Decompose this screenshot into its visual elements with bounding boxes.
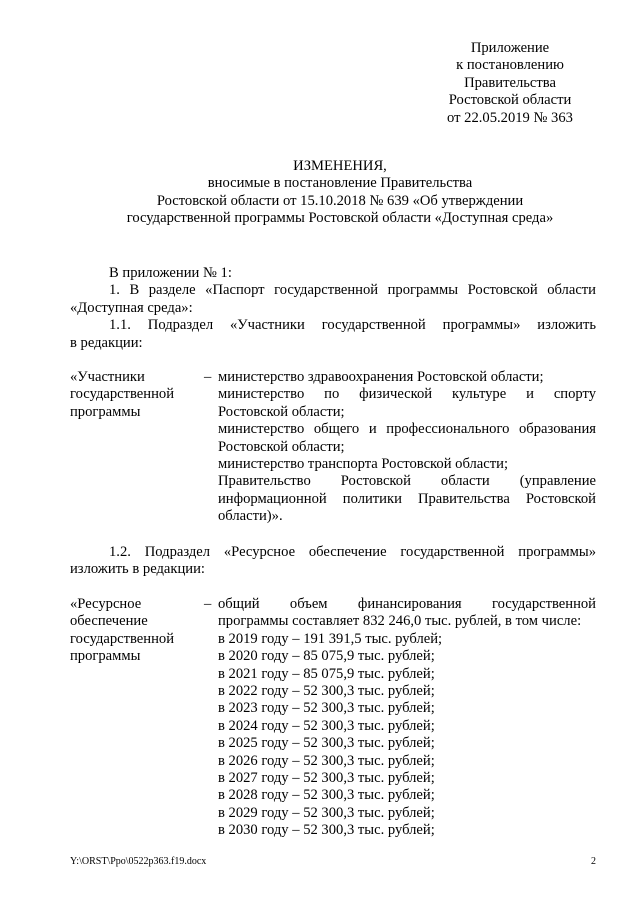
participant-line: Ростовской области; [218, 438, 345, 455]
participants-label [70, 369, 210, 421]
resource-line: в 2028 году – 52 300,3 тыс. рублей; [218, 787, 435, 804]
label-line: государственной [70, 386, 175, 403]
item1-line2: «Доступная среда»: [70, 299, 193, 316]
appendix-line: Ростовской области [448, 92, 572, 109]
resource-line: общий объем финансирования государственной [218, 596, 596, 612]
resource-line: в 2029 году – 52 300,3 тыс. рублей; [218, 804, 435, 821]
resource-line: в 2025 году – 52 300,3 тыс. рублей; [218, 735, 435, 752]
participant-line: информационной политики Правительства Ростовской [218, 490, 596, 507]
file-path: Y:\ORST\Ppo\0522p363.f19.docx [70, 856, 207, 867]
participant-line: Правительство Ростовской области (управление [218, 473, 596, 490]
appendix-line: Приложение [470, 40, 550, 56]
appendix-reference: В приложении № 1: [109, 265, 232, 281]
intro-section [70, 265, 596, 352]
participants-content [218, 369, 596, 526]
document-title [40, 158, 640, 228]
appendix-line: к постановлению [456, 57, 564, 74]
label-line: государственной [70, 630, 175, 647]
item12-line2: изложить в редакции: [70, 561, 205, 578]
resource-line: программы составляет 832 246,0 тыс. рублей, в том числе: [218, 613, 582, 630]
item12-section [70, 544, 596, 579]
appendix-line: от 22.05.2019 № 363 [447, 109, 573, 126]
resource-line: в 2021 году – 85 075,9 тыс. рублей; [218, 665, 435, 682]
resources-table [70, 596, 596, 846]
label-line: обеспечение [70, 613, 148, 630]
participant-line: министерство общего и профессионального образования [218, 421, 596, 438]
participants-dash: – [204, 369, 212, 385]
page-number: 2 [591, 856, 596, 867]
label-line: «Участники [70, 369, 145, 385]
label-line: программы [70, 403, 141, 420]
resource-line: в 2030 году – 52 300,3 тыс. рублей; [218, 822, 435, 839]
participant-line: Ростовской области; [218, 403, 345, 420]
appendix-line: Правительства [464, 74, 556, 91]
label-line: программы [70, 648, 141, 665]
participant-line: области)». [218, 508, 283, 525]
participant-line: министерство по физической культуре и спорту [218, 386, 596, 403]
resource-line: в 2019 году – 191 391,5 тыс. рублей; [218, 630, 443, 647]
resources-content [218, 596, 596, 839]
participant-line: министерство здравоохранения Ростовской области; [218, 369, 544, 385]
resource-line: в 2027 году – 52 300,3 тыс. рублей; [218, 769, 435, 786]
resource-line: в 2020 году – 85 075,9 тыс. рублей; [218, 648, 435, 665]
resource-line: в 2024 году – 52 300,3 тыс. рублей; [218, 717, 435, 734]
title-line: вносимые в постановление Правительства [207, 175, 473, 192]
participants-table [70, 369, 596, 529]
appendix-header [400, 40, 620, 127]
label-line: «Ресурсное [70, 596, 142, 612]
resource-line: в 2026 году – 52 300,3 тыс. рублей; [218, 752, 435, 769]
item11-line2: в редакции: [70, 334, 143, 351]
item1-line1: 1. В разделе «Паспорт государственной программы Ростовской области [109, 282, 596, 299]
title-heading: ИЗМЕНЕНИЯ, [293, 158, 387, 174]
title-line: государственной программы Ростовской области «Доступная среда» [126, 210, 554, 227]
item12-line1: 1.2. Подраздел «Ресурсное обеспечение государственной программы» [109, 544, 596, 560]
resources-dash: – [204, 596, 212, 612]
resource-line: в 2023 году – 52 300,3 тыс. рублей; [218, 700, 435, 717]
title-line: Ростовской области от 15.10.2018 № 639 «Об утверждении [156, 192, 524, 209]
resource-line: в 2022 году – 52 300,3 тыс. рублей; [218, 682, 435, 699]
participant-line: министерство транспорта Ростовской области; [218, 455, 508, 472]
resources-label [70, 596, 210, 666]
item11-line1: 1.1. Подраздел «Участники государственной программы» изложить [109, 317, 596, 334]
